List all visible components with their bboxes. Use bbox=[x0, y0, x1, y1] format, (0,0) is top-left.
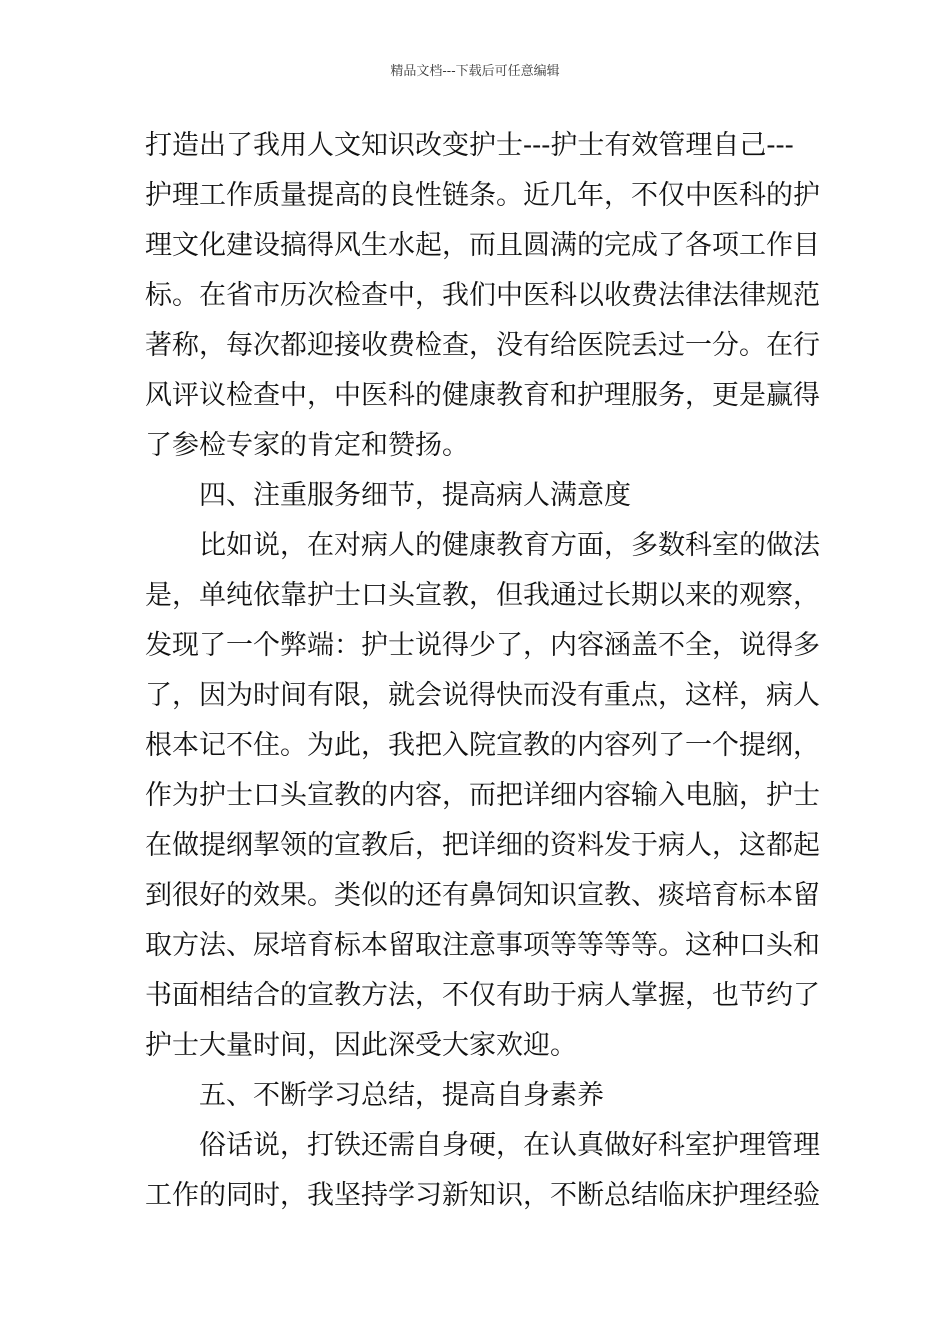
body-line-19: 护士大量时间，因此深受大家欢迎。 bbox=[145, 1030, 577, 1061]
body-line-22: 工作的同时，我坚持学习新知识，不断总结临床护理经验 bbox=[145, 1180, 820, 1211]
body-line-2: 护理工作质量提高的良性链条。近几年，不仅中医科的护 bbox=[145, 180, 820, 211]
body-line-18: 书面相结合的宣教方法，不仅有助于病人掌握，也节约了 bbox=[145, 980, 820, 1011]
body-line-4: 标。在省市历次检查中，我们中医科以收费法律法律规范 bbox=[145, 280, 820, 311]
body-line-11: 发现了一个弊端：护士说得少了，内容涵盖不全，说得多 bbox=[145, 630, 820, 661]
body-line-15: 在做提纲挈领的宣教后，把详细的资料发于病人，这都起 bbox=[145, 830, 820, 861]
body-line-9: 比如说，在对病人的健康教育方面，多数科室的做法 bbox=[199, 530, 820, 561]
section-heading-4: 四、注重服务细节，提高病人满意度 bbox=[199, 480, 631, 511]
body-line-3: 理文化建设搞得风生水起，而且圆满的完成了各项工作目 bbox=[145, 230, 820, 261]
body-line-6: 风评议检查中，中医科的健康教育和护理服务，更是赢得 bbox=[145, 380, 820, 411]
body-line-14: 作为护士口头宣教的内容，而把详细内容输入电脑，护士 bbox=[145, 780, 820, 811]
body-line-1: 打造出了我用人文知识改变护士---护士有效管理自己--- bbox=[145, 130, 794, 161]
page-header: 精品文档---下载后可任意编辑 bbox=[390, 64, 560, 79]
body-line-13: 根本记不住。为此，我把入院宣教的内容列了一个提纲， bbox=[145, 730, 820, 761]
section-heading-5: 五、不断学习总结，提高自身素养 bbox=[199, 1080, 604, 1111]
body-line-5: 著称，每次都迎接收费检查，没有给医院丢过一分。在行 bbox=[145, 330, 820, 361]
body-line-17: 取方法、尿培育标本留取注意事项等等等等。这种口头和 bbox=[145, 930, 820, 961]
body-line-21: 俗话说，打铁还需自身硬，在认真做好科室护理管理 bbox=[199, 1130, 820, 1161]
body-line-12: 了，因为时间有限，就会说得快而没有重点，这样，病人 bbox=[145, 680, 820, 711]
body-line-7: 了参检专家的肯定和赞扬。 bbox=[145, 430, 469, 461]
body-line-16: 到很好的效果。类似的还有鼻饲知识宣教、痰培育标本留 bbox=[145, 880, 820, 911]
body-line-10: 是，单纯依靠护士口头宣教，但我通过长期以来的观察， bbox=[145, 580, 820, 611]
